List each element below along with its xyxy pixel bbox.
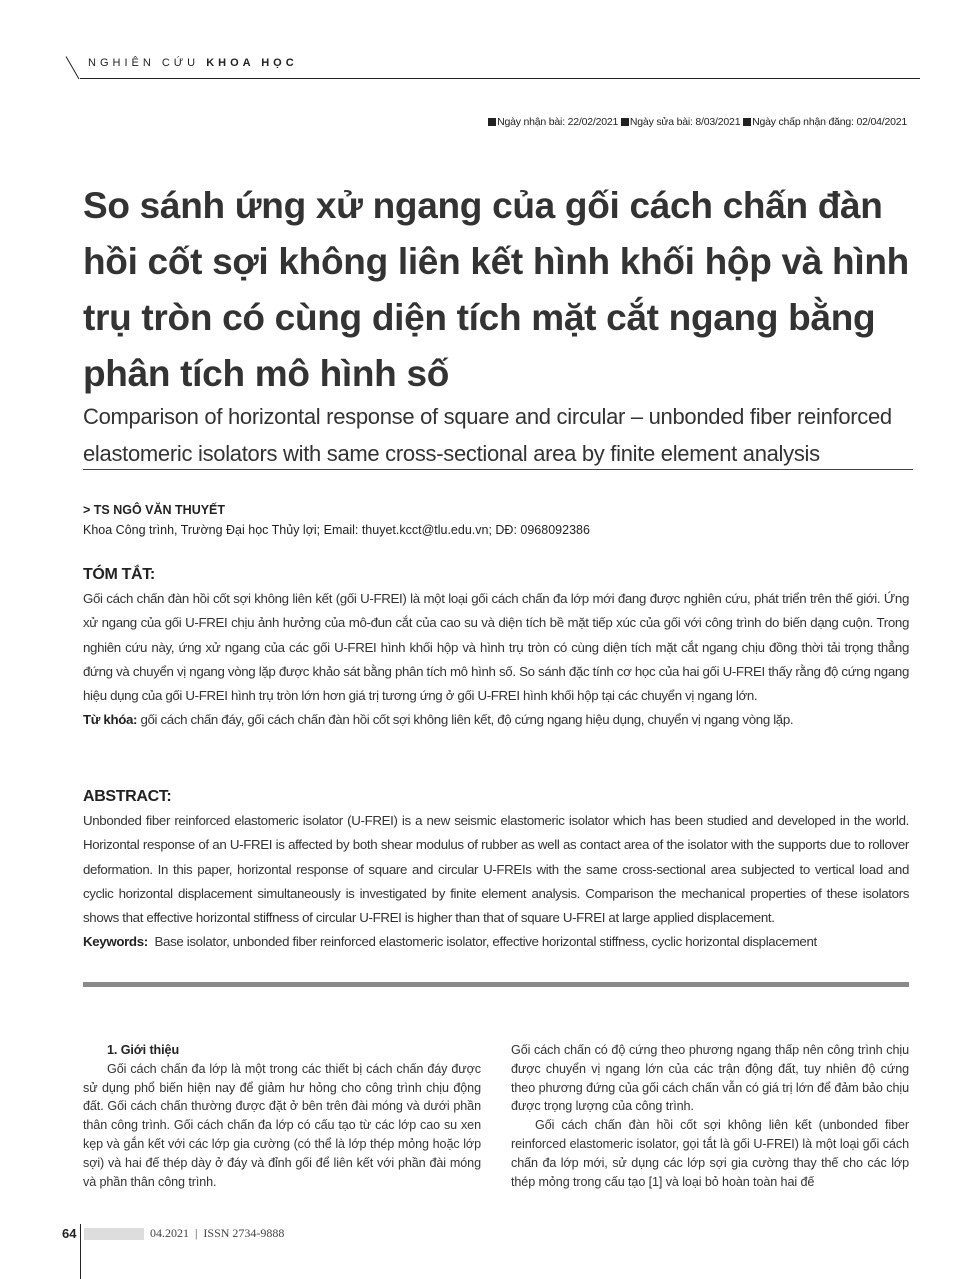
date-revised: Ngày sửa bài: 8/03/2021 <box>629 116 741 128</box>
summary-heading: TÓM TẮT: <box>83 566 155 583</box>
summary-vietnamese <box>83 563 909 733</box>
body-paragraph: Gối cách chấn đa lớp là một trong các thiết bị cách chấn đáy được sử dụng phổ biến hiện nay để giảm hư hỏng cho công trình chịu động đất. Gối cách chấn thường được đặt ở bên trên đài móng và dưới phần thân công trình. Gối cách chấn đa lớp có cấu tạo từ các lớp cao su xen kẹp và gắn kết với các lớp gia cường (có thể là lớp thép mỏng hoặc lớp sợi) và hai đế thép dày ở đáy và đỉnh gối để liên kết với phần đài móng và phần thân công trình. <box>83 1061 481 1189</box>
section-header-light: NGHIÊN CỨU <box>88 57 207 69</box>
journal-logo-blurred <box>84 1228 144 1240</box>
article-title: So sánh ứng xử ngang của gối cách chấn đàn hồi cốt sợi không liên kết hình khối hộp và hình trụ tròn có cùng diện tích mặt cắt ngang bằng phân tích mô hình số <box>83 185 909 394</box>
date-accepted: Ngày chấp nhận đăng: 02/04/2021 <box>752 116 907 128</box>
abstract-english <box>83 785 909 955</box>
keywords-label: Keywords: <box>83 934 148 950</box>
abstract-keywords <box>83 930 909 954</box>
article-subtitle-english: Comparison of horizontal response of square and circular – unbonded fiber reinforced elastomeric isolators with same cross-sectional area by finite element analysis <box>83 404 892 466</box>
body-paragraph: Gối cách chấn đàn hồi cốt sợi không liên kết (unbonded fiber reinforced elastomeric isolator, gọi tắt là gối U-FREI) là một loại gối cách chấn đa lớp mới, sử dụng các lớp sợi gia cường thay thế cho các lớp thép mỏng trong cấu tạo [1] và loại bỏ hoàn toàn hai đế <box>511 1118 909 1189</box>
title-rule <box>83 469 913 470</box>
author-name: > TS NGÔ VĂN THUYẾT <box>83 503 226 517</box>
header-rule <box>80 78 920 79</box>
summary-text: Gối cách chấn đàn hồi cốt sợi không liên kết (gối U-FREI) là một loại gối cách chấn đa lớp mới đang được nghiên cứu, phát triển trên thế giới. Ứng xử ngang của gối U-FREI chịu ảnh hưởng của mô-đun cắt của cao su và diện tích bề mặt tiếp xúc của gối với công trình do biến dạng cuộn. Trong nghiên cứu này, ứng xử ngang của các gối U-FREI hình khối hộp và hình trụ tròn có cùng diện tích mặt cắt ngang chịu đồng thời tải trọng thẳng đứng và chuyển vị ngang vòng lặp được khảo sát bằng phân tích mô hình số. So sánh đặc tính cơ học của hai gối U-FREI thấy rằng độ cứng ngang hiệu dụng của gối U-FREI hình trụ tròn lớn hơn giá trị tương ứng ở gối U-FREI hình khối hộp tại các chuyển vị ngang lớn. <box>83 591 909 704</box>
body-column-left <box>83 1041 481 1191</box>
section-heading: 1. Giới thiệu <box>107 1043 180 1057</box>
summary-keywords <box>83 708 909 732</box>
section-header <box>88 57 298 69</box>
page-number: 64 <box>62 1226 77 1241</box>
keywords-text: gối cách chấn đáy, gối cách chấn đàn hồi cốt sợi không liên kết, độ cứng ngang hiệu dụng, chuyển vị ngang vòng lặp. <box>137 712 794 728</box>
article-dates <box>488 116 907 128</box>
issue-info: 04.2021 | ISSN 2734-9888 <box>150 1226 285 1240</box>
keywords-text: Base isolator, unbonded fiber reinforced elastomeric isolator, effective horizontal stiffness, cyclic horizontal displacement <box>147 934 817 950</box>
section-divider-bar <box>83 982 909 987</box>
keywords-label: Từ khóa: <box>83 712 138 728</box>
square-bullet-icon <box>621 118 629 126</box>
author-affiliation: Khoa Công trình, Trường Đại học Thủy lợi; Email: thuyet.kcct@tlu.edu.vn; DĐ: 0968092386 <box>83 523 590 537</box>
body-paragraph: Gối cách chấn có độ cứng theo phương ngang thấp nên công trình chịu được chuyển vị ngang lớn của các trận động đất, tuy nhiên độ cứng theo phương đứng của gối cách chấn vẫn có giá trị lớn để đảm bảo chịu được trọng lượng của công trình. <box>511 1043 909 1114</box>
abstract-heading: ABSTRACT: <box>83 788 172 805</box>
body-column-right <box>511 1041 909 1191</box>
square-bullet-icon <box>743 118 751 126</box>
footer-vertical-rule <box>80 1224 81 1279</box>
date-received: Ngày nhận bài: 22/02/2021 <box>497 116 619 128</box>
header-diagonal-divider <box>66 56 80 79</box>
square-bullet-icon <box>488 118 496 126</box>
abstract-text: Unbonded fiber reinforced elastomeric isolator (U-FREI) is a new seismic elastomeric isolator which has been studied and developed in the world. Horizontal response of an U-FREI is affected by both shear modulus of rubber as well as contact area of the isolator with the supports due to rollover deformation. In this paper, horizontal response of square and circular U-FREIs with the same cross-sectional area subjected to vertical load and cyclic horizontal displacement simultaneously is investigated by finite element analysis. Comparison the mechanical properties of these isolators shows that effective horizontal stiffness of circular U-FREI is higher than that of square U-FREI at large applied displacement. <box>83 813 909 926</box>
section-header-bold: KHOA HỌC <box>206 57 298 69</box>
